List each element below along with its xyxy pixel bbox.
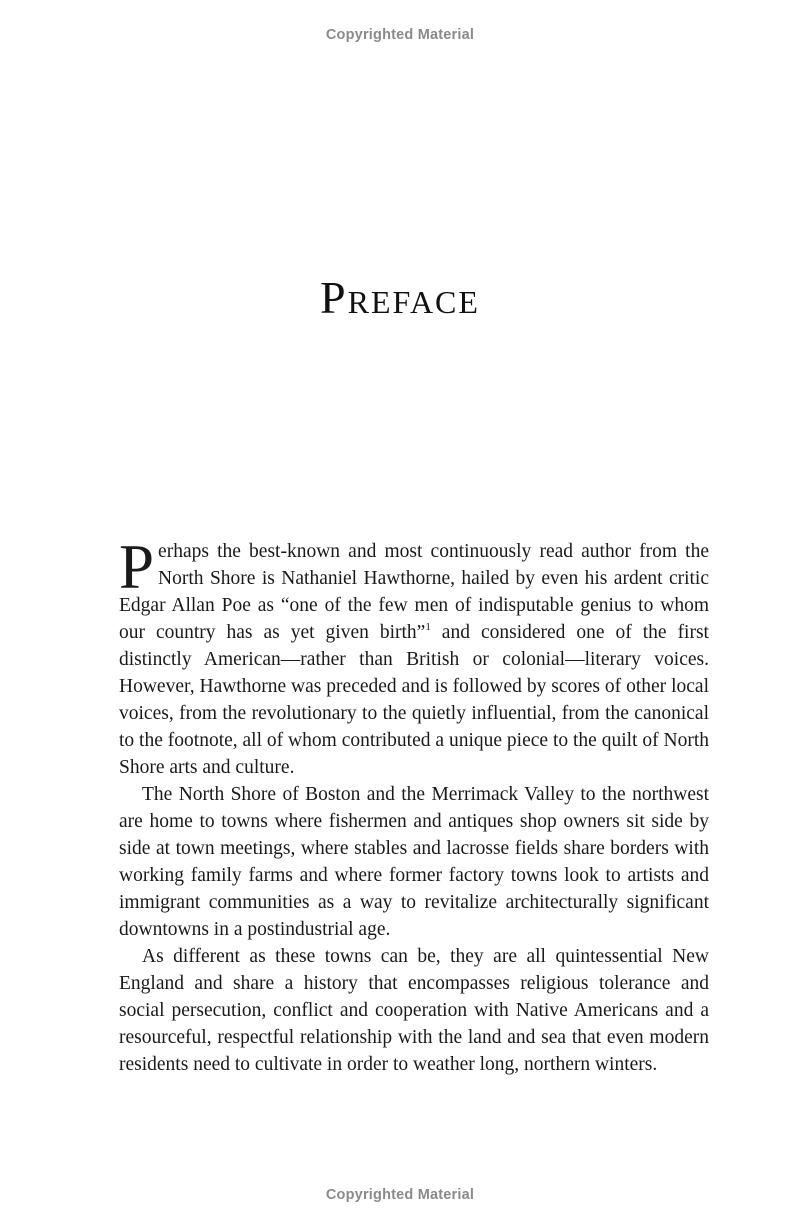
copyright-watermark-top: Copyrighted Material bbox=[325, 27, 475, 43]
chapter-title: Preface bbox=[320, 272, 480, 323]
paragraph-3: As different as these towns can be, they are all quintessential New England and share a history that encompasses religious tolerance and social persecution, conflict and cooperation with Native Americans and a resourceful, respectful relationship with the land and sea that even modern residents need to cultivate in order to weather long, northern winters. bbox=[119, 946, 709, 1075]
paragraph-2: The North Shore of Boston and the Merrimack Valley to the northwest are home to towns where fishermen and antiques shop owners sit side by side at town meetings, where stables and lacrosse fields share borders with working family farms and where former factory towns look to artists and immigrant communities as a way to revitalize architecturally significant downtowns in a postindustrial age. bbox=[119, 784, 709, 940]
paragraph-1 bbox=[119, 532, 709, 781]
body-text bbox=[119, 532, 709, 1078]
footnote-marker[interactable]: 1 bbox=[425, 621, 431, 633]
paragraph-1-text-continued: and considered one of the first distinctly American—rather than British or colonial—literary voices. However, Hawthorne was preceded and is followed by scores of other local voices, from the revolutionary to the quietly influential, from the canonical to the footnote, all of whom contributed a unique piece to the quilt of North Shore arts and culture. bbox=[119, 622, 709, 778]
drop-cap: P bbox=[119, 532, 155, 602]
paragraph-1-text: erhaps the best-known and most continuously read author from the North Shore is Nathaniel Hawthorne, hailed by even his ardent critic Edgar Allan Poe as “one of the few men of indisputable genius to whom our country has as yet given birth” bbox=[119, 541, 709, 643]
copyright-watermark-bottom: Copyrighted Material bbox=[325, 1187, 475, 1203]
